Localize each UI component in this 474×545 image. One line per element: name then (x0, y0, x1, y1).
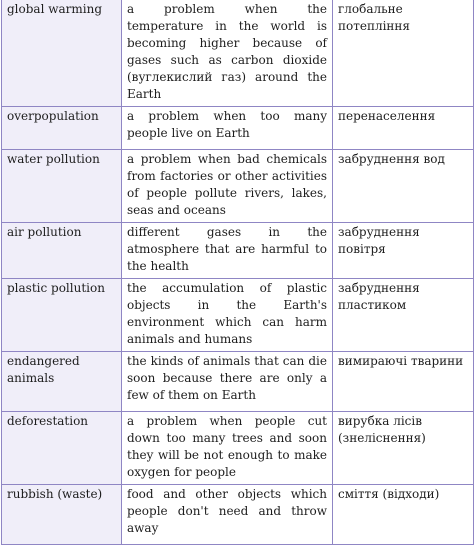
definition-cell: a problem when the temperature in the world is becoming higher because of gases such as carbon dioxide (вуглекислий газ) around the Earth (122, 0, 333, 107)
table-row (2, 279, 474, 352)
definition-cell: a problem when people cut down too many trees and soon they will be not enough to make oxygen for people (122, 412, 333, 485)
translation-cell: вимираючі тварини (333, 352, 474, 412)
table-row (2, 107, 474, 150)
term-cell: plastic pollution (2, 279, 122, 352)
translation-cell: глобальне потепління (333, 0, 474, 107)
term-cell: water pollution (2, 150, 122, 223)
term-cell: deforestation (2, 412, 122, 485)
table-row (2, 485, 474, 545)
term-cell: air pollution (2, 223, 122, 279)
translation-cell: забруднення пластиком (333, 279, 474, 352)
table-row (2, 0, 474, 107)
vocabulary-table (1, 0, 474, 545)
translation-cell: забруднення повітря (333, 223, 474, 279)
translation-cell: перенаселення (333, 107, 474, 150)
term-cell: rubbish (waste) (2, 485, 122, 545)
definition-cell: a problem when too many people live on Earth (122, 107, 333, 150)
translation-cell: вирубка лісів (знеліснення) (333, 412, 474, 485)
translation-cell: сміття (відходи) (333, 485, 474, 545)
definition-cell: the accumulation of plastic objects in the Earth's environment which can harm animals and humans (122, 279, 333, 352)
definition-cell: a problem when bad chemicals from factories or other activities of people pollute rivers, lakes, seas and oceans (122, 150, 333, 223)
table-row (2, 150, 474, 223)
table-row (2, 352, 474, 412)
table-row (2, 412, 474, 485)
definition-cell: the kinds of animals that can die soon because there are only a few of them on Earth (122, 352, 333, 412)
definition-cell: different gases in the atmosphere that are harmful to the health (122, 223, 333, 279)
term-cell: global warming (2, 0, 122, 107)
term-cell: overpopulation (2, 107, 122, 150)
definition-cell: food and other objects which people don't need and throw away (122, 485, 333, 545)
translation-cell: забруднення вод (333, 150, 474, 223)
table-row (2, 223, 474, 279)
term-cell: endangered animals (2, 352, 122, 412)
